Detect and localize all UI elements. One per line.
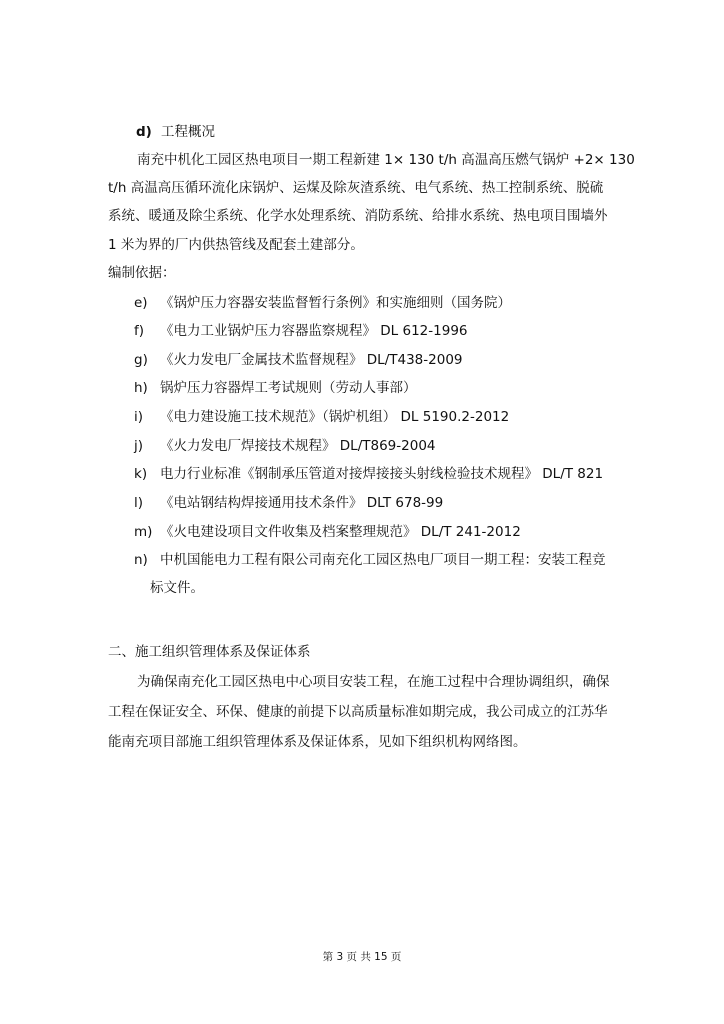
basis-item-text: 《火力发电厂金属技术监督规程》 DL/T438-2009 xyxy=(160,352,463,368)
basis-item-label: j) xyxy=(134,438,144,454)
basis-item-label: i) xyxy=(134,409,144,425)
section-2-heading: 二、施工组织管理体系及保证体系 xyxy=(108,644,311,660)
section-2-line-1: 为确保南充化工园区热电中心项目安装工程，在施工过程中合理协调组织，确保 xyxy=(137,674,610,690)
basis-item-label: m) xyxy=(134,524,153,540)
basis-item-text: 《电站钢结构焊接通用技术条件》 DLT 678-99 xyxy=(160,495,444,511)
basis-item-label: n) xyxy=(134,552,148,568)
basis-item-text: 锅炉压力容器焊工考试规则（劳动人事部） xyxy=(160,380,417,396)
section-d-title: 工程概况 xyxy=(161,124,215,140)
basis-item-text: 中机国能电力工程有限公司南充化工园区热电厂项目一期工程：安装工程竞 xyxy=(160,552,606,568)
basis-item-text: 《火电建设项目文件收集及档案整理规范》 DL/T 241-2012 xyxy=(160,524,521,540)
basis-item-text: 《锅炉压力容器安装监督暂行条例》和实施细则（国务院） xyxy=(160,295,511,311)
basis-item-label: l) xyxy=(134,495,144,511)
basis-item-text: 电力行业标准《钢制承压管道对接焊接接头射线检验技术规程》 DL/T 821 xyxy=(160,466,604,482)
section-d-line-4: 1 米为界的厂内供热管线及配套土建部分。 xyxy=(108,237,364,253)
page-footer: 第 3 页 共 15 页 xyxy=(322,951,402,963)
section-d-line-2: t/h 高温高压循环流化床锅炉、运煤及除灰渣系统、电气系统、热工控制系统、脱硫 xyxy=(108,180,604,196)
basis-item-label: h) xyxy=(134,380,148,396)
section-2-line-2: 工程在保证安全、环保、健康的前提下以高质量标准如期完成，我公司成立的江苏华 xyxy=(108,704,608,720)
section-2-line-3: 能南充项目部施工组织管理体系及保证体系，见如下组织机构网络图。 xyxy=(108,734,527,750)
section-d-line-1: 南充中机化工园区热电项目一期工程新建 1× 130 t/h 高温高压燃气锅炉 +2× 130 xyxy=(137,152,635,168)
basis-item-label: g) xyxy=(134,352,148,368)
basis-item-text: 《电力建设施工技术规范》（锅炉机组） DL 5190.2-2012 xyxy=(160,409,510,425)
basis-item-label: f) xyxy=(134,323,145,339)
section-d-label: d) xyxy=(136,124,152,140)
section-d-line-3: 系统、暖通及除尘系统、化学水处理系统、消防系统、给排水系统、热电项目围墙外 xyxy=(108,208,608,224)
basis-item-text: 《电力工业锅炉压力容器监察规程》 DL 612-1996 xyxy=(160,323,468,339)
basis-item-text-continued: 标文件。 xyxy=(150,580,204,596)
basis-item-label: k) xyxy=(134,466,148,482)
basis-item-label: e) xyxy=(134,295,148,311)
basis-item-text: 《火力发电厂焊接技术规程》 DL/T869-2004 xyxy=(160,438,436,454)
basis-heading: 编制依据： xyxy=(108,265,176,281)
